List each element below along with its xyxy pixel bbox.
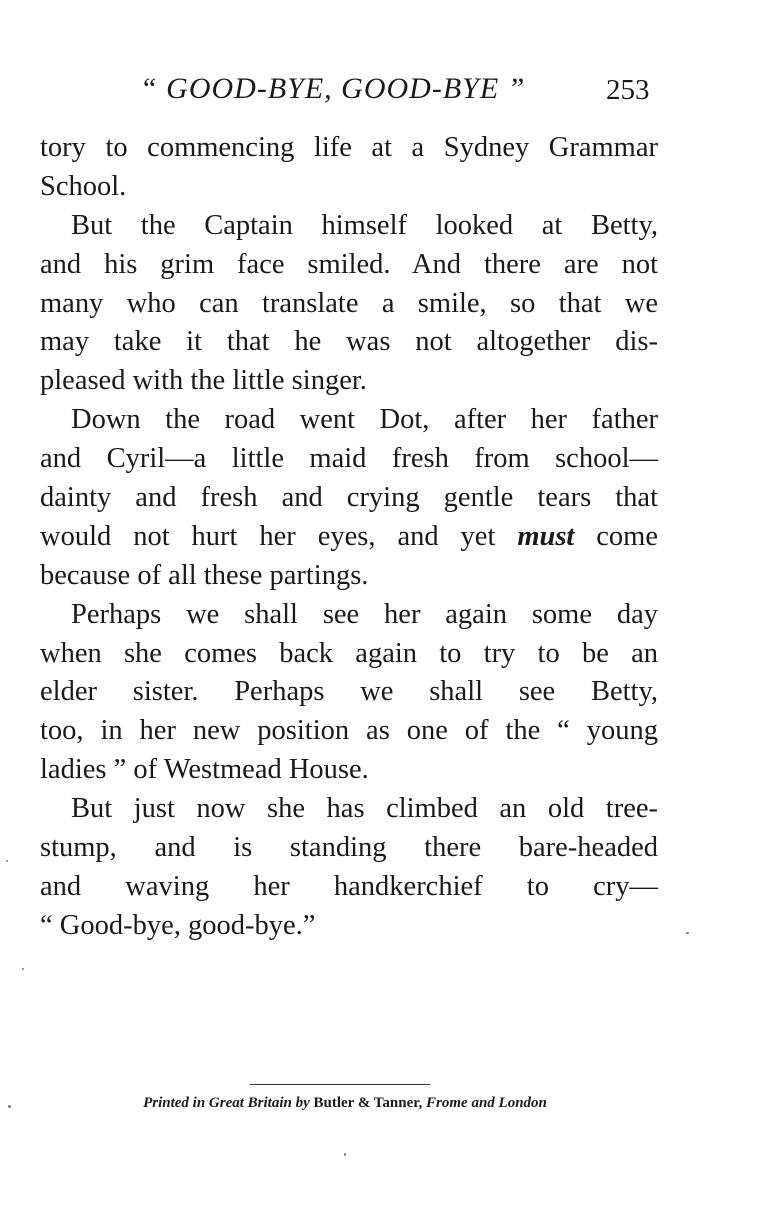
text-line: stump, and is standing there bare-headed xyxy=(40,832,658,864)
text-line: School. xyxy=(40,170,127,202)
text-line: Down the road went Dot, after her father xyxy=(71,404,658,436)
text-line: “ Good-bye, good-bye.” xyxy=(40,909,316,941)
running-head xyxy=(0,72,760,112)
text-line: ladies ” of Westmead House. xyxy=(40,754,369,786)
text-line-with-emphasis xyxy=(40,518,658,557)
body-text xyxy=(40,129,658,946)
text-line: and waving her handkerchief to cry— xyxy=(40,870,658,902)
text-line: Perhaps we shall see her again some day xyxy=(71,598,658,630)
text-line: when she comes back again to try to be an xyxy=(40,637,658,669)
printer-imprint xyxy=(0,1095,690,1112)
text-line: But the Captain himself looked at Betty, xyxy=(71,209,658,241)
text-line: dainty and fresh and crying gentle tears that xyxy=(40,482,658,514)
text-line: may take it that he was not altogether dis- xyxy=(40,326,658,358)
text-line: too, in her new position as one of the “ young xyxy=(40,715,658,747)
text-line: and Cyril—a little maid fresh from school— xyxy=(40,443,658,475)
text-line: elder sister. Perhaps we shall see Betty, xyxy=(40,676,658,708)
running-title: “ GOOD-BYE, GOOD-BYE ” xyxy=(140,72,526,105)
text-line: because of all these partings. xyxy=(40,559,369,591)
text-line: and his grim face smiled. And there are not xyxy=(40,248,658,280)
scan-speck xyxy=(22,968,24,970)
scan-speck xyxy=(686,932,689,934)
scan-speck xyxy=(344,1153,346,1156)
text-line: tory to commencing life at a Sydney Grammar xyxy=(40,132,658,163)
text-line: many who can translate a smile, so that we xyxy=(40,287,658,319)
imprint-printer: Butler & Tanner, xyxy=(313,1095,423,1111)
text-line: pleased with the little singer. xyxy=(40,365,367,397)
emphasized-word: must xyxy=(517,520,575,552)
text-line: But just now she has climbed an old tree- xyxy=(71,793,658,825)
imprint-prefix: Printed in Great Britain by xyxy=(143,1095,314,1111)
text-segment: come xyxy=(574,520,659,552)
imprint-suffix: Frome and London xyxy=(422,1095,547,1111)
scan-speck xyxy=(8,1105,11,1108)
page-number: 253 xyxy=(606,74,650,106)
imprint-divider xyxy=(250,1084,430,1085)
text-segment: would not hurt her eyes, and yet xyxy=(40,520,518,552)
scan-speck xyxy=(6,860,8,862)
